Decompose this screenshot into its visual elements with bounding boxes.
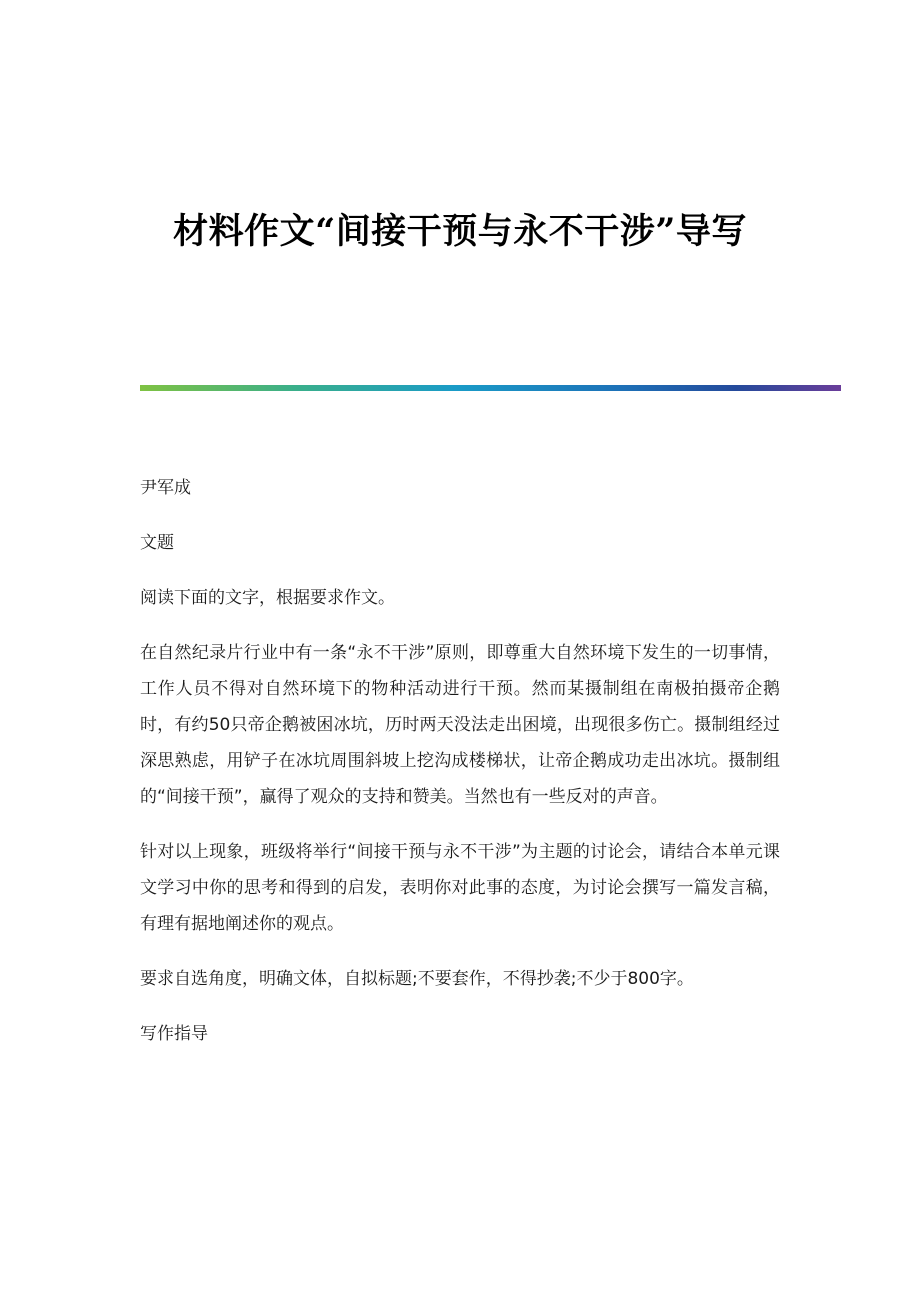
section-heading-prompt: 文题 <box>140 533 174 553</box>
gradient-divider <box>140 385 841 391</box>
author-line: 尹军成 <box>140 478 191 498</box>
paragraph: 在自然纪录片行业中有一条“永不干涉”原则，即尊重大自然环境下发生的一切事情，工作人员不得对自然环境下的物种活动进行干预。然而某摄制组在南极拍摄帝企鹅时，有约50只帝企鹅被困冰坑，历时两天没法走出困境，出现很多伤亡。摄制组经过深思熟虑，用铲子在冰坑周围斜坡上挖沟成楼梯状，让帝企鹅成功走出冰坑。摄制组的“间接干预”，赢得了观众的支持和赞美。当然也有一些反对的声音。 <box>140 643 780 807</box>
document-body <box>140 470 780 1071</box>
document-title: 材料作文“间接干预与永不干涉”导写 <box>173 211 747 252</box>
paragraph: 要求自选角度，明确文体，自拟标题;不要套作，不得抄袭;不少于800字。 <box>140 969 694 989</box>
section-heading-guidance: 写作指导 <box>140 1024 208 1044</box>
paragraph: 针对以上现象，班级将举行“间接干预与永不干涉”为主题的讨论会，请结合本单元课文学习中你的思考和得到的启发，表明你对此事的态度，为讨论会撰写一篇发言稿，有理有据地阐述你的观点。 <box>140 842 780 934</box>
paragraph: 阅读下面的文字，根据要求作文。 <box>140 588 395 608</box>
